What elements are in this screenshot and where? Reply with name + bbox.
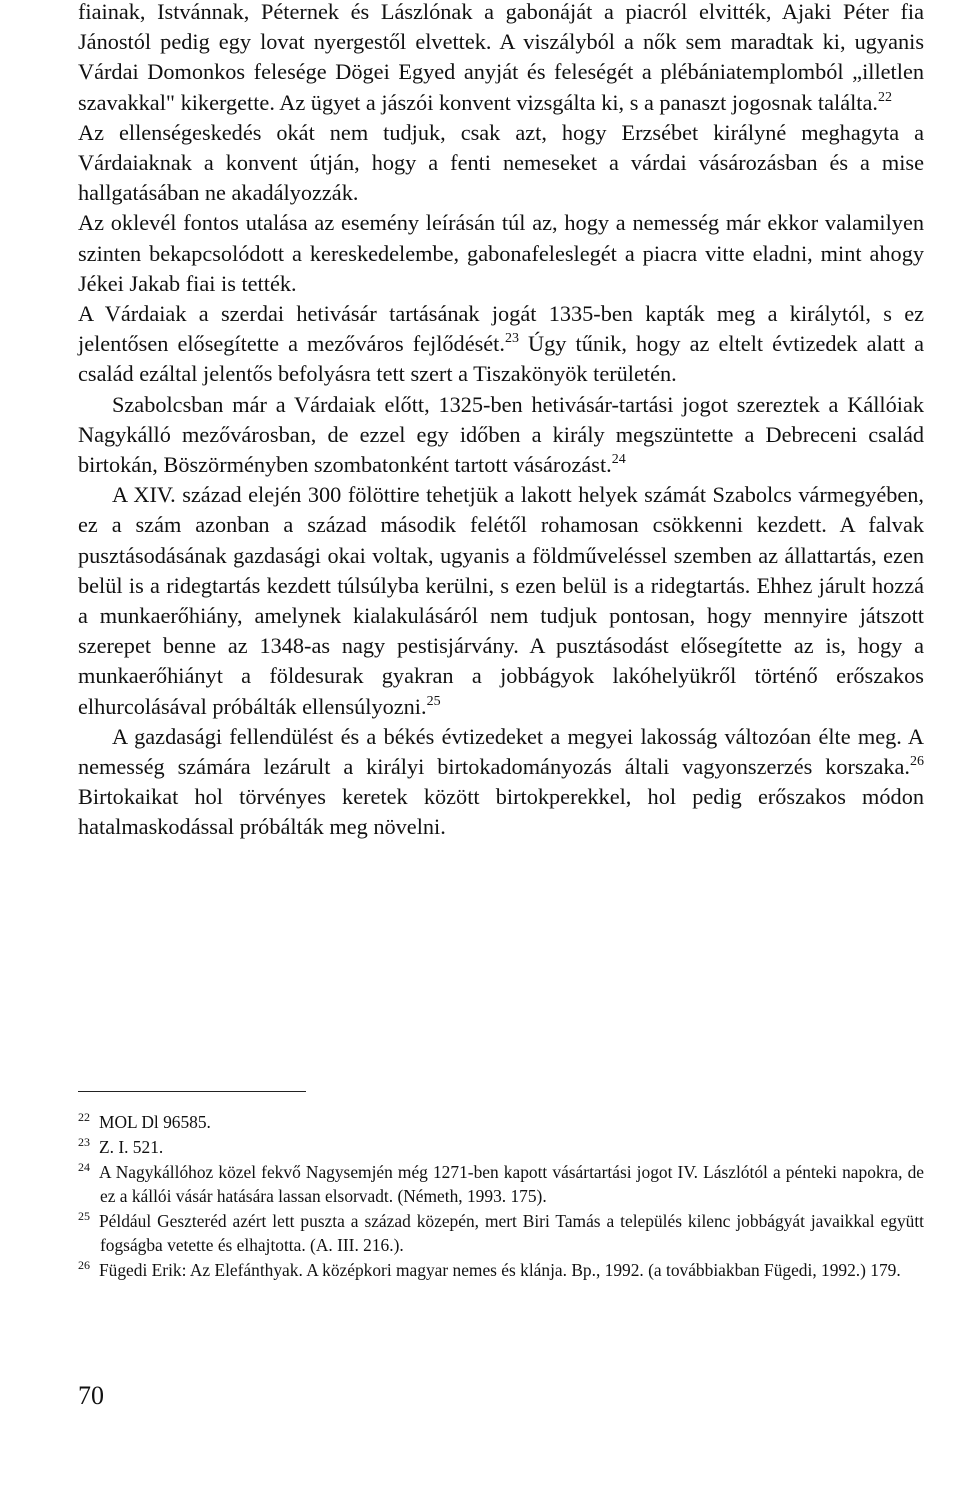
paragraph-2: [78, 118, 924, 209]
main-text: [78, 0, 924, 843]
footnote-text: Z. I. 521.: [99, 1137, 164, 1157]
footnote-26: $^{26}$ Fügedi Erik: Az Elefánthyak. A középkori magyar nemes és klánja. Bp., 1992. (a továbbiakban Fügedi, 1992.) 179.: [78, 1258, 901, 1280]
page-number: 70: [78, 1381, 104, 1410]
paragraph-1: [78, 0, 924, 118]
footnote-22: $^{22}$ MOL Dl 96585.: [78, 1110, 211, 1132]
paragraph-5: [78, 390, 924, 481]
footnote-text: MOL Dl 96585.: [99, 1112, 211, 1132]
paragraph-4: [78, 299, 924, 390]
footnotes: [78, 1110, 924, 1283]
paragraph-text: Az ellenségeskedés okát nem tudjuk, csak azt, hogy Erzsébet királyné meghagyta a Várdaiaknak a konvent útján, hogy a fenti nemeseket a várdai vásározásban és a mise hallgatásában ne akadályozzák.: [78, 119, 924, 206]
footnote-text: Például Geszteréd azért lett puszta a század közepén, mert Biri Tamás a település kilenc jobbágyát javaikkal együtt fogságba vetette és elhajtotta. (A. III. 216.).: [99, 1211, 924, 1255]
paragraph-6: [78, 480, 924, 722]
paragraph-text: A gazdasági fellendülést és a békés évtizedeket a megyei lakosság változóan élte meg. A nemesség számára lezárult a királyi birtokadományozás általi vagyonszerzés korszaka.: [78, 723, 924, 780]
footnote-text: Fügedi Erik: Az Elefánthyak. A középkori magyar nemes és klánja. Bp., 1992. (a továbbiakban Fügedi, 1992.) 179.: [99, 1260, 901, 1280]
paragraph-text: Szabolcsban már a Várdaiak előtt, 1325-ben hetivásár-tartási jogot szereztek a Kállóiak Nagykálló mezővárosban, de ezzel egy időben a király megszüntette a Debreceni család birtokán, Böszörményben szombatonként tartott vásározást.: [78, 391, 924, 478]
footnote-divider: [78, 1091, 306, 1092]
footnote-25: $^{25}$ Például Geszteréd azért lett puszta a század közepén, mert Biri Tamás a település kilenc jobbágyát javaikkal együtt fogságba vetette és elhajtotta. (A. III. 216.).: [78, 1209, 924, 1255]
footnote-ref-25[interactable]: 25: [426, 693, 441, 709]
footnote-23: $^{23}$ Z. I. 521.: [78, 1135, 164, 1157]
paragraph-text: fiainak, Istvánnak, Péternek és Lászlónak a gabonáját a piacról elvitték, Ajaki Péter fia Jánostól pedig egy lovat nyergestől elvettek. A viszályból a nők sem maradtak ki, ugyanis Várdai Domonkos felesége Dögei Egyed anyját és feleségét a plébániatemplomból „illetlen szavakkal" kikergette. Az ügyet a jászói konvent vizsgálta ki, s a panaszt jogosnak találta.: [78, 0, 924, 115]
paragraph-text-continued: Birtokaikat hol törvényes keretek között birtokperekkel, hol pedig erőszakos módon hatalmaskodással próbálták meg növelni.: [78, 784, 924, 840]
footnote-ref-26[interactable]: 26: [910, 754, 924, 770]
footnote-ref-22[interactable]: 22: [877, 89, 892, 105]
footnote-ref-24[interactable]: 24: [611, 452, 626, 468]
footnote-ref-23[interactable]: 23: [504, 331, 519, 347]
paragraph-3: [78, 208, 924, 299]
footnote-text: A Nagykállóhoz közel fekvő Nagysemjén még 1271-ben kapott vásártartási jogot IV. Lászlótól a pénteki napokra, de ez a kállói vásár hatására lassan elsorvadt. (Németh, 1993. 175).: [99, 1162, 924, 1206]
footnote-24: $^{24}$ A Nagykállóhoz közel fekvő Nagysemjén még 1271-ben kapott vásártartási jogot IV. Lászlótól a pénteki napokra, de ez a kállói vásár hatására lassan elsorvadt. (Németh, 1993. 175).: [78, 1160, 924, 1206]
paragraph-text: Az oklevél fontos utalása az esemény leírásán túl az, hogy a nemesség már ekkor valamilyen szinten bekapcsolódott a kereskedelembe, gabonafeleslegét a piacra vitte eladni, mint ahogy Jékei Jakab fiai is tették.: [78, 210, 924, 296]
paragraph-text: A Várdaiak a szerdai hetivásár tartásának jogát 1335-ben kapták meg a királytól, s ez jelentősen elősegítette a mezőváros fejlődését.: [78, 301, 924, 357]
paragraph-text-continued: Úgy tűnik, hogy az eltelt évtizedek alatt a család ezáltal jelentős befolyásra tett szert a Tiszakönyök területén.: [78, 331, 924, 387]
paragraph-7: [78, 722, 924, 843]
paragraph-text: A XIV. század elején 300 fölöttire tehetjük a lakott helyek számát Szabolcs vármegyében, ez a szám azonban a század második felétől rohamosan csökkenni kezdett. A falvak pusztásodásának gazdasági okai voltak, ugyanis a földműveléssel szemben az állattartás, ezen belül is a ridegtartás kezdett túlsúlyba kerülni, s ezen belül is a ridegtartás. Ehhez járult hozzá a munkaerőhiány, amelynek kialakulásáról nem tudjuk pontosan, hogy mennyire játszott szerepet benne az 1348-as nagy pestisjárvány. A pusztásodást elősegítette az is, hogy a munkaerőhiányt a földesurak gyakran a jobbágyok lakóhelyükről történő erőszakos elhurcolásával próbálták ellensúlyozni.: [78, 482, 924, 719]
